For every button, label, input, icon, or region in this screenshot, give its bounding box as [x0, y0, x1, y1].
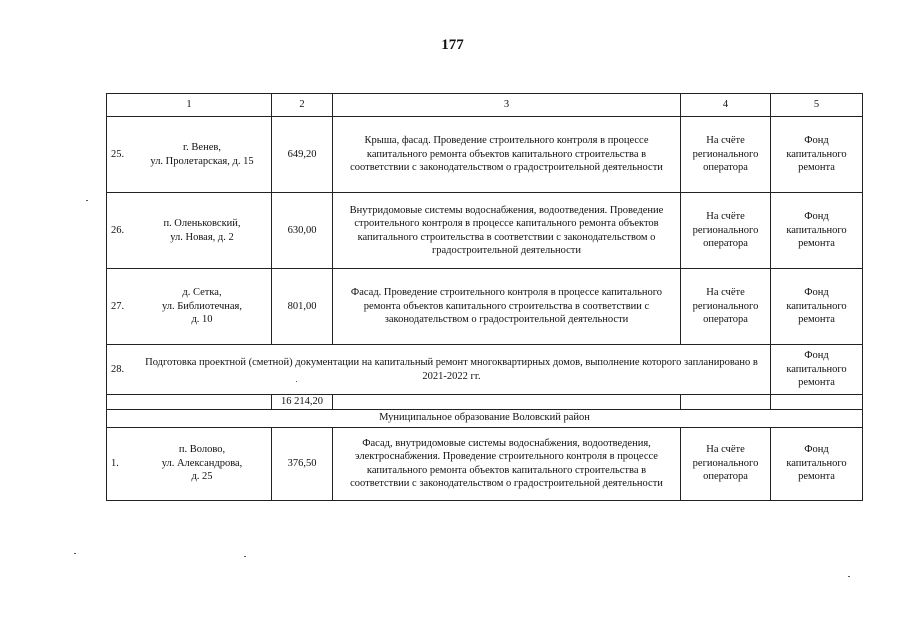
amount-cell: 376,50	[272, 427, 333, 500]
row-number: 25.	[111, 148, 125, 160]
table-header-row	[107, 94, 863, 117]
address-line: ул. Пролетарская, д. 15	[150, 155, 254, 167]
funding-source-cell	[771, 193, 863, 269]
source-line: Фонд	[804, 211, 829, 223]
address-line: п. Оленьковский,	[163, 218, 241, 229]
source-line: ремонта	[798, 377, 835, 389]
address-text	[137, 141, 267, 168]
source-line: ремонта	[798, 238, 835, 250]
address-line: д. Сетка,	[182, 287, 222, 299]
amount-cell: 649,20	[272, 117, 333, 193]
column-header-5: 5	[771, 94, 863, 117]
account-cell	[681, 427, 771, 500]
amount-cell: 801,00	[272, 269, 333, 345]
address-line: д. 25	[191, 471, 213, 483]
source-line: Фонд	[804, 350, 829, 362]
account-line: регионального	[692, 224, 759, 236]
source-line: капитального	[786, 457, 847, 469]
table-row	[107, 117, 863, 193]
address-text	[137, 443, 267, 484]
source-line: капитального	[786, 363, 847, 375]
scan-speck	[86, 200, 88, 201]
address-text	[137, 286, 267, 327]
account-line: На счёте	[706, 287, 745, 299]
work-description: Фасад, внутридомовые системы водоснабжения, водоотведения, электроснабжения. Проведение строительного контроля в процессе капитального ремонта объектов капитального строительства в соответствии с законодательством о градостроительной деятельности	[333, 427, 681, 500]
source-line: капитального	[786, 300, 847, 312]
page-number: 177	[441, 37, 464, 53]
address-line: г. Венев,	[183, 142, 221, 153]
row-number: 28.	[111, 363, 125, 375]
source-line: капитального	[786, 148, 847, 160]
empty-cell	[681, 395, 771, 410]
account-line: оператора	[703, 238, 748, 250]
address-text	[137, 217, 267, 244]
address-line: п. Волово,	[178, 444, 226, 456]
empty-cell	[771, 395, 863, 410]
address-cell	[107, 117, 272, 193]
column-header-4: 4	[681, 94, 771, 117]
row-number: 26.	[111, 224, 125, 236]
table-row	[107, 193, 863, 269]
empty-cell	[107, 395, 272, 410]
work-description: Внутридомовые системы водоснабжения, водоотведения. Проведение строительного контроля в процессе капитального ремонта объектов капитального строительства в соответствии с законодательством о градостроительной деятельности	[333, 193, 681, 269]
account-line: регионального	[692, 457, 759, 469]
scan-speck	[296, 381, 297, 382]
source-line: Фонд	[804, 444, 829, 456]
scan-speck	[74, 553, 76, 554]
funding-source-cell	[771, 345, 863, 395]
empty-cell	[333, 395, 681, 410]
funding-source-cell	[771, 117, 863, 193]
address-cell	[107, 193, 272, 269]
total-amount: 16 214,20	[272, 395, 333, 410]
funding-source-cell	[771, 427, 863, 500]
source-line: Фонд	[804, 135, 829, 147]
account-line: оператора	[703, 471, 748, 483]
address-cell	[107, 269, 272, 345]
column-header-1: 1	[107, 94, 272, 117]
source-line: капитального	[786, 224, 847, 236]
address-line: ул. Новая, д. 2	[170, 231, 234, 243]
row-number: 1.	[111, 457, 119, 469]
account-line: регионального	[692, 300, 759, 312]
row-number: 27.	[111, 300, 125, 312]
design-documentation-cell	[107, 345, 771, 395]
scan-speck	[244, 556, 246, 557]
source-line: ремонта	[798, 471, 835, 483]
address-line: ул. Библиотечная,	[162, 300, 242, 312]
scan-speck	[848, 576, 850, 577]
account-line: оператора	[703, 162, 748, 174]
municipality-row	[107, 409, 863, 427]
account-cell	[681, 269, 771, 345]
column-header-2: 2	[272, 94, 333, 117]
account-line: оператора	[703, 314, 748, 326]
address-line: д. 10	[191, 314, 213, 326]
column-header-3: 3	[333, 94, 681, 117]
account-cell	[681, 117, 771, 193]
table-row	[107, 269, 863, 345]
source-line: ремонта	[798, 162, 835, 174]
municipality-heading: Муниципальное образование Воловский район	[107, 409, 863, 427]
capital-repair-table	[106, 93, 863, 501]
design-documentation-text: Подготовка проектной (сметной) документации на капитальный ремонт многоквартирных домов, выполнение которого запланировано в 2021-2022 гг.	[145, 357, 758, 382]
account-cell	[681, 193, 771, 269]
address-line: ул. Александрова,	[161, 457, 243, 469]
table-row	[107, 427, 863, 500]
source-line: ремонта	[798, 314, 835, 326]
address-cell	[107, 427, 272, 500]
total-row	[107, 395, 863, 410]
funding-source-cell	[771, 269, 863, 345]
work-description: Фасад. Проведение строительного контроля в процессе капитального ремонта объектов капитального строительства в соответствии с законодательством о градостроительной деятельности	[333, 269, 681, 345]
account-line: На счёте	[706, 135, 745, 147]
account-line: На счёте	[706, 444, 745, 456]
account-line: На счёте	[706, 211, 745, 223]
source-line: Фонд	[804, 287, 829, 299]
table-row	[107, 345, 863, 395]
amount-cell: 630,00	[272, 193, 333, 269]
work-description: Крыша, фасад. Проведение строительного контроля в процессе капитального ремонта объектов капитального строительства в соответствии с законодательством о градостроительной деятельности	[333, 117, 681, 193]
account-line: регионального	[692, 148, 759, 160]
